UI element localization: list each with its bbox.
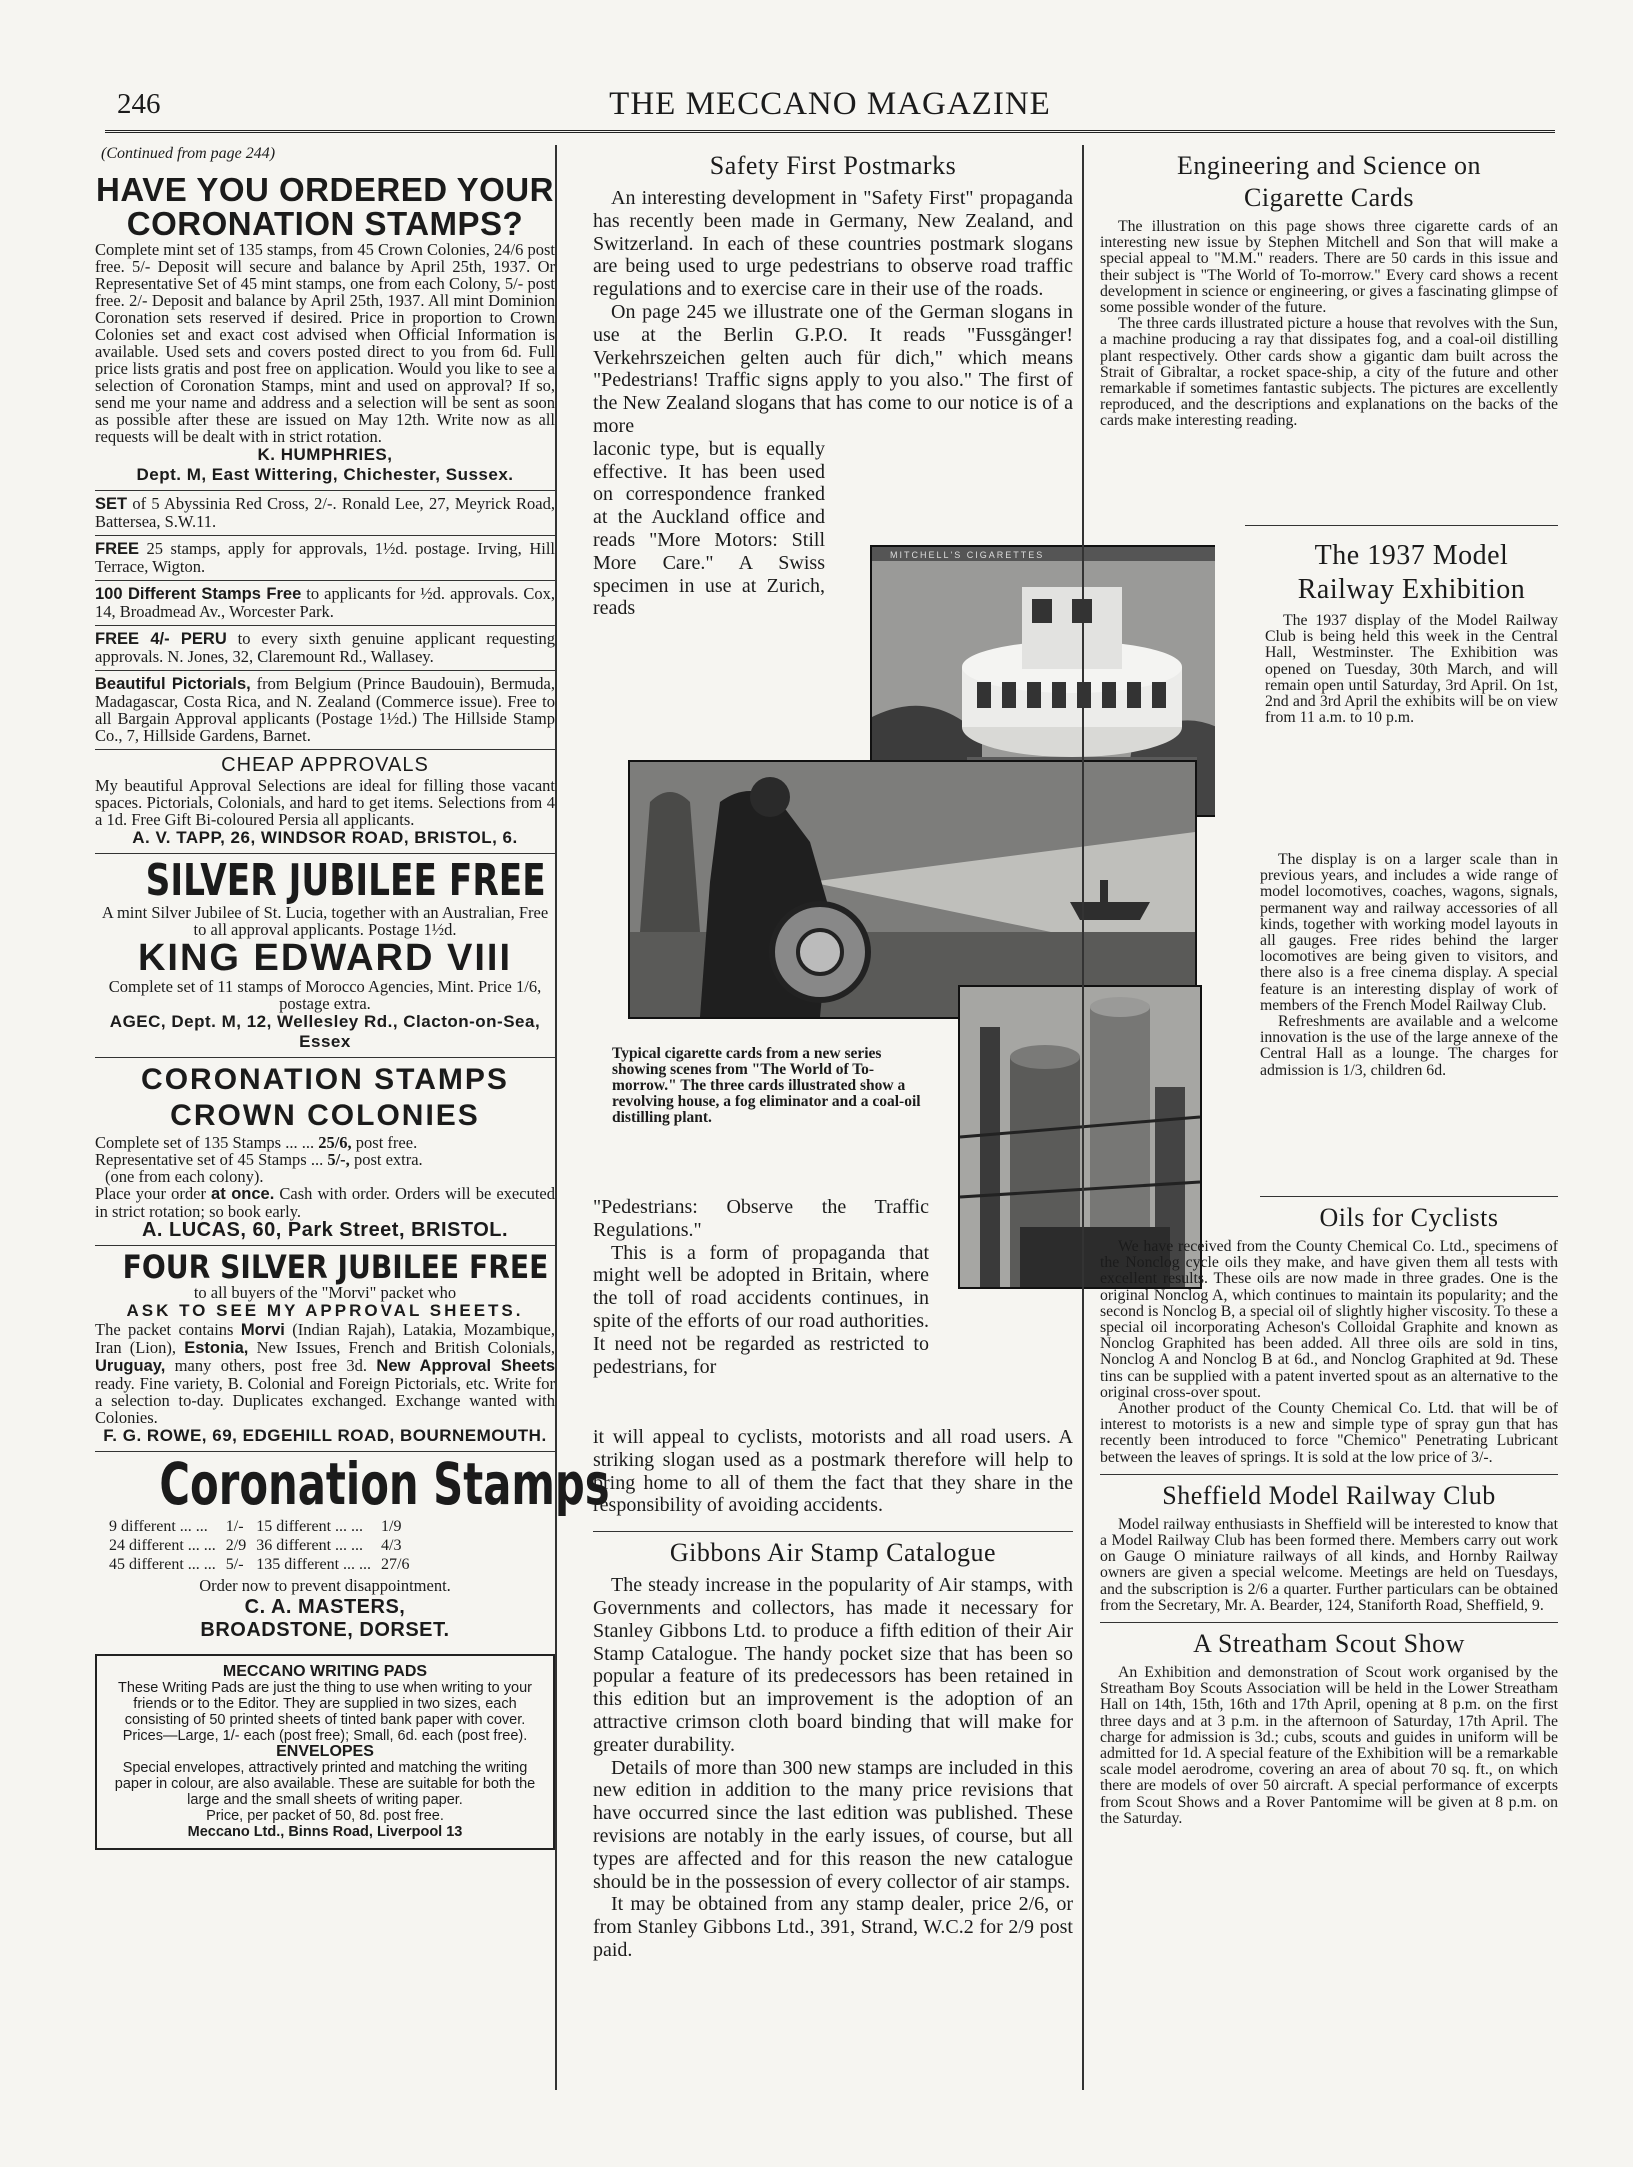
small-ad-pictorials: Beautiful Pictorials, from Belgium (Prince Baudouin), Bermuda, Madagascar, Costa Rica, and N. Zealand (Commerce issue). Free to all Bargain Approval applicants (Postage 1½d.) The Hillside Stamp Co., 7, Hillside Gardens, Barnet. xyxy=(95,671,555,750)
railway-p2: The display is on a larger scale than in previous years, and includes a wide range of model locomotives, coaches, wagons, signals, permanent way and railway accessories of all kinds, together with working model layouts in all gauges. Free rides behind the larger locomotives are being given to visitors, and there also is a free cinema display. A special feature is an interesting display of work of members of the French Model Railway Club. xyxy=(1260,851,1558,1014)
pads-title: MECCANO WRITING PADS xyxy=(222,1663,428,1680)
agec-body-1: A mint Silver Jubilee of St. Lucia, together with an Australian, Free to all approval applicants. Postage 1½d. xyxy=(101,903,549,939)
small-ad-peru: FREE 4/- PERU to every sixth genuine applicant requesting approvals. N. Jones, 32, Claremount Rd., Wallasey. xyxy=(95,626,555,671)
coronation-stamps-headline: Coronation Stamps xyxy=(159,1450,610,1518)
continued-note: (Continued from page 244) xyxy=(101,145,276,162)
rowe-line-2: ASK TO SEE MY APPROVAL SHEETS. xyxy=(126,1301,524,1320)
oils-block xyxy=(1100,1196,1558,1827)
king-edward-headline: KING EDWARD VIII xyxy=(137,937,513,979)
safety-p1: An interesting development in "Safety First" propaganda has recently been made in Germany, New Zealand, and Switzerland. In each of these countries postmark slogans are being used to urge pedestrians to observe road traffic regulations and to exercise care in their use of the roads. xyxy=(593,187,1073,301)
humphries-ad xyxy=(95,169,555,491)
railway-p1: The 1937 display of the Model Railway Club is being held this week in the Central Hall, Westminster. The Exhibition was opened on Tuesday, 30th March, and will remain open until Saturday, 3rd April. On 1st, 2nd and 3rd April the exhibits will be on view from 11 a.m. to 10 p.m. xyxy=(1265,612,1558,727)
safety-p3: "Pedestrians: Observe the Traffic Regulations." xyxy=(593,1196,929,1241)
sheffield-title: Sheffield Model Railway Club xyxy=(1162,1480,1496,1510)
lucas-line-2: Representative set of 45 Stamps ... 5/-, post extra. xyxy=(95,1150,423,1169)
advertisement-column xyxy=(95,145,610,2090)
engineering-title-1: Engineering and Science on xyxy=(1177,151,1481,180)
section-divider xyxy=(1100,1474,1558,1475)
table-row: 24 different ... ... 2/9 36 different ... ... 4/3 xyxy=(109,1537,402,1554)
gibbons-p2: Details of more than 300 new stamps are included in this new edition in addition to the many price revisions that have occurred since the last edition was published. These revisions are notably in the early issues, of course, but all types are affected and for this reason the new catalogue should be in the possession of every collector of air stamps. xyxy=(593,1756,1073,1893)
engineering-p2: The three cards illustrated picture a house that revolves with the Sun, a machine producing a ray that dissipates fog, and a coal-oil distilling plant respectively. Other cards show a gigantic dam built across the Strait of Gibraltar, a rocket space-ship, a city of the future and other remarkable if sometimes fantastic subjects. The pictures are excellently reproduced, and the descriptions and explanations on the backs of the cards make interesting reading. xyxy=(1100,315,1558,430)
railway-p3: Refreshments are available and a welcome innovation is the use of the large annexe of the Central Hall as a lounge. The charges for admission is 1/3, children 6d. xyxy=(1260,1013,1558,1079)
pads-price: Price, per packet of 50, 8d. post free. xyxy=(206,1808,444,1824)
humphries-name: K. HUMPHRIES, xyxy=(257,445,393,464)
table-row: 9 different ... ... 1/- 15 different ... ... 1/9 xyxy=(109,1518,402,1535)
section-divider xyxy=(593,1531,1073,1532)
humphries-headline-1: HAVE YOU ORDERED YOUR xyxy=(96,171,554,208)
oils-p1: We have received from the County Chemical Co. Ltd., specimens of the Nonclog cycle oils they make, and have given them all tests with excellent results. These oils are now made in three grades. One is the original Nonclog A, which continues to maintain its popularity; and the second is Nonclog B, a special oil of slightly higher viscosity. To these a special oil incorporating Acheson's Colloidal Graphite and known as Nonclog Graphited has been added. All three oils are sold in tins, Nonclog A and Nonclog B at 6d., and Nonclog Graphited at 9d. These tins can be supplied with a patent inverted spout as an alternative to the original cross-over spout. xyxy=(1100,1238,1558,1401)
silver-jubilee-headline: SILVER JUBILEE FREE xyxy=(145,855,546,906)
gibbons-p1: The steady increase in the popularity of Air stamps, with Governments and collectors, has made it necessary for Stanley Gibbons Ltd. to produce a fifth edition of their Air Stamp Catalogue. The handy pocket size that has been so popular a feature of its predecessors has been retained in this edition but an improvement is the adoption of an attractive crimson cloth board binding that will make for greater durability. xyxy=(593,1574,1073,1756)
small-ad-free: FREE 25 stamps, apply for approvals, 1½d. postage. Irving, Hill Terrace, Wigton. xyxy=(95,536,555,581)
tapp-address: A. V. TAPP, 26, WINDSOR ROAD, BRISTOL, 6. xyxy=(132,828,518,847)
tapp-body: My beautiful Approval Selections are ideal for filling those vacant spaces. Pictorials, Colonials, and hard to get items. Selections from 4 a 1d. Free Gift Bi-coloured Persia all applicants. xyxy=(95,776,555,829)
masters-ad xyxy=(95,1450,610,1641)
page-number: 246 xyxy=(117,88,161,120)
sheffield-p1: Model railway enthusiasts in Sheffield will be interested to know that a Model Railway Club has been formed there. Members carry out work on Gauge O miniature railways of all kinds, and Hornby Railway owners are given a special welcome. Meetings are held on Tuesdays, and the subscription is 2/6 a quarter. Further particulars can be obtained from the Secretary, Mr. A. Bearder, 124, Staniforth Road, Sheffield, 9. xyxy=(1100,1515,1558,1614)
safety-continuation xyxy=(593,1196,929,1378)
lucas-line-3: (one from each colony). xyxy=(105,1167,264,1186)
rowe-address: F. G. ROWE, 69, EDGEHILL ROAD, BOURNEMOUTH. xyxy=(103,1426,547,1445)
masters-price-table xyxy=(103,1516,416,1575)
tapp-title: CHEAP APPROVALS xyxy=(221,754,429,776)
magazine-title: THE MECCANO MAGAZINE xyxy=(609,86,1051,122)
page-header xyxy=(105,84,1555,133)
scout-p1: An Exhibition and demonstration of Scout work organised by the Streatham Boy Scouts Association will be held in the Lower Streatham Hall on 14th, 15th, 16th and 17th April, opening at 8 p.m. on the first three days and at 3 p.m. in the afternoon of Saturday, 17th April. The charge for admission is 3d.; cubs, scouts and guides in uniform will be admitted for 1d. A special feature of the Exhibition will be a remarkable scale model aerodrome, covering an area of about 70 sq. ft., on which there are models of over 50 aircraft. A special performance of excerpts from Scout Shows and a Rover Pantomime will be given at 8 p.m. on the Saturday. xyxy=(1100,1664,1558,1827)
masters-note: Order now to prevent disappointment. xyxy=(199,1576,451,1595)
small-ad-100-different: 100 Different Stamps Free to applicants for ½d. approvals. Cox, 14, Broadmead Av., Worcester Park. xyxy=(95,581,555,626)
writing-pads-ad xyxy=(95,1654,555,1850)
gibbons-p3: It may be obtained from any stamp dealer, price 2/6, or from Stanley Gibbons Ltd., 391, Strand, W.C.2 for 2/9 post paid. xyxy=(593,1893,1073,1961)
gibbons-title: Gibbons Air Stamp Catalogue xyxy=(669,1538,997,1568)
lucas-headline-1: CORONATION STAMPS xyxy=(141,1063,509,1096)
tapp-ad xyxy=(95,750,555,854)
lucas-line-4: Place your order at once. Cash with order. Orders will be executed in strict rotation; so book early. xyxy=(95,1184,555,1221)
safety-p2b: laconic type, but is equally effective. It has been used on correspondence franked at the Auckland office and reads "More Motors: Still More Care." A Swiss specimen in use at Zurich, reads xyxy=(593,437,825,620)
scout-title: A Streatham Scout Show xyxy=(1193,1629,1465,1659)
envelopes-body: Special envelopes, attractively printed and matching the writing paper in colour, are also available. These are suitable for both the large and the small sheets of writing paper. xyxy=(114,1760,536,1808)
engineering-title-2: Cigarette Cards xyxy=(1244,183,1414,212)
rowe-ad xyxy=(95,1246,555,1452)
oils-title: Oils for Cyclists xyxy=(1319,1203,1499,1232)
humphries-address: Dept. M, East Wittering, Chichester, Sussex. xyxy=(136,465,514,484)
railway-continuation xyxy=(1260,852,1558,1079)
lucas-address: A. LUCAS, 60, Park Street, BRISTOL. xyxy=(141,1219,509,1241)
masters-town: BROADSTONE, DORSET. xyxy=(200,1619,450,1641)
small-ad-set: SET of 5 Abyssinia Red Cross, 2/-. Ronald Lee, 27, Meyrick Road, Battersea, S.W.11. xyxy=(95,491,555,536)
agec-body-2: Complete set of 11 stamps of Morocco Agencies, Mint. Price 1/6, postage extra. xyxy=(108,977,542,1013)
svg-text:MITCHELL'S CIGARETTES: MITCHELL'S CIGARETTES xyxy=(890,550,1045,560)
oils-p2: Another product of the County Chemical Co. Ltd. that will be of interest to motorists is a new and simple type of spray gun that has recently been introduced to force "Chemico" Penetrating Lubricant between the leaves of springs. It is sold at the low price of 3/-. xyxy=(1100,1400,1558,1466)
safety-p4b: it will appeal to cyclists, motorists and all road users. A striking slogan used as a postmark therefore will help to bring home to all of them the fact that they share in the responsibility of avoiding accidents. xyxy=(593,1426,1073,1517)
rowe-line-1: to all buyers of the "Morvi" packet who xyxy=(193,1283,457,1302)
envelopes-title: ENVELOPES xyxy=(276,1743,374,1760)
safety-p4: This is a form of propaganda that might well be adopted in Britain, where the toll of road accidents continues, in spite of the efforts of our road authorities. It need not be regarded as restricted to pedestrians, for xyxy=(593,1241,929,1378)
rowe-body: The packet contains Morvi (Indian Rajah), Latakia, Mozambique, Iran (Lion), Estonia, New Issues, French and British Colonials, Uruguay, many others, post free 3d. New Approval Sheets ready. Fine variety, B. Colonial and Foreign Pictorials, etc. Write for a selection to-day. Duplicates exchanged. Exchange wanted with Colonies. xyxy=(95,1320,556,1427)
table-row: 45 different ... ... 5/- 135 different ... ... 27/6 xyxy=(109,1556,410,1573)
pads-body: These Writing Pads are just the thing to use when writing to your friends or to the Editor. They are supplied in two sizes, each consisting of 50 printed sheets of tinted bank paper with cover. Prices—Large, 1/- each (post free); Small, 6d. each (post free). xyxy=(117,1680,532,1744)
column-rule xyxy=(1082,145,1084,2090)
safety-continuation-2 xyxy=(593,1426,1073,1962)
safety-first-title: Safety First Postmarks xyxy=(709,151,957,180)
agec-address: AGEC, Dept. M, 12, Wellesley Rd., Clacton-on-Sea, Essex xyxy=(109,1012,541,1051)
agec-ad xyxy=(95,854,555,1058)
lucas-headline-2: CROWN COLONIES xyxy=(170,1099,480,1132)
humphries-body: Complete mint set of 135 stamps, from 45 Crown Colonies, 24/6 post free. 5/- Deposit will secure and balance by April 25th, 1937. Or Representative Set of 45 mint stamps, one from each Colony, 5/- post free. 2/- Deposit and balance by April 25th, 1937. All mint Dominion Coronation sets reserved if desired. Price in proportion to Crown Colonies set and exact cost advised when Official Information is available. Used sets and covers posted direct to you from 6d. Full price lists gratis and post free on application. Would you like to see a selection of Coronation Stamps, mint and used on approval? If so, send me your name and address and a selection will be sent as soon as possible after these are issued on May 12th. Write now as all requests will be dealt with in strict rotation. xyxy=(95,240,555,446)
section-divider xyxy=(1100,1622,1558,1623)
lucas-ad xyxy=(95,1058,555,1246)
pads-address: Meccano Ltd., Binns Road, Liverpool 13 xyxy=(187,1824,463,1840)
four-silver-jubilee-headline: FOUR SILVER JUBILEE FREE xyxy=(122,1248,549,1286)
engineering-p1: The illustration on this page shows three cigarette cards of an interesting new issue by Stephen Mitchell and Son that will make a special appeal to "M.M." readers. There are 50 cards in this issue and their subject is "The World of To-morrow." Every card shows a recent development in science or engineering, or gives a fascinating glimpse of some possible wonder of the future. xyxy=(1100,218,1558,317)
humphries-headline-2: CORONATION STAMPS? xyxy=(126,205,524,242)
lucas-line-1: Complete set of 135 Stamps ... ... 25/6, post free. xyxy=(95,1133,418,1152)
safety-p2: On page 245 we illustrate one of the German slogans in use at the Berlin G.P.O. It reads "Fussgänger! Verkehrszeichen gelten auch für dich," which means "Pedestrians! Traffic signs apply to you also." The first of the New Zealand slogans that has come to our notice is of a more xyxy=(593,300,1073,437)
masters-name: C. A. MASTERS, xyxy=(244,1596,406,1618)
picture-caption: Typical cigarette cards from a new series showing scenes from "The World of To-morrow." The three cards illustrated show a revolving house, a fog eliminator and a coal-oil distilling plant. xyxy=(612,1045,921,1126)
railway-exhibition-title: The 1937 Model Railway Exhibition xyxy=(1297,540,1526,605)
